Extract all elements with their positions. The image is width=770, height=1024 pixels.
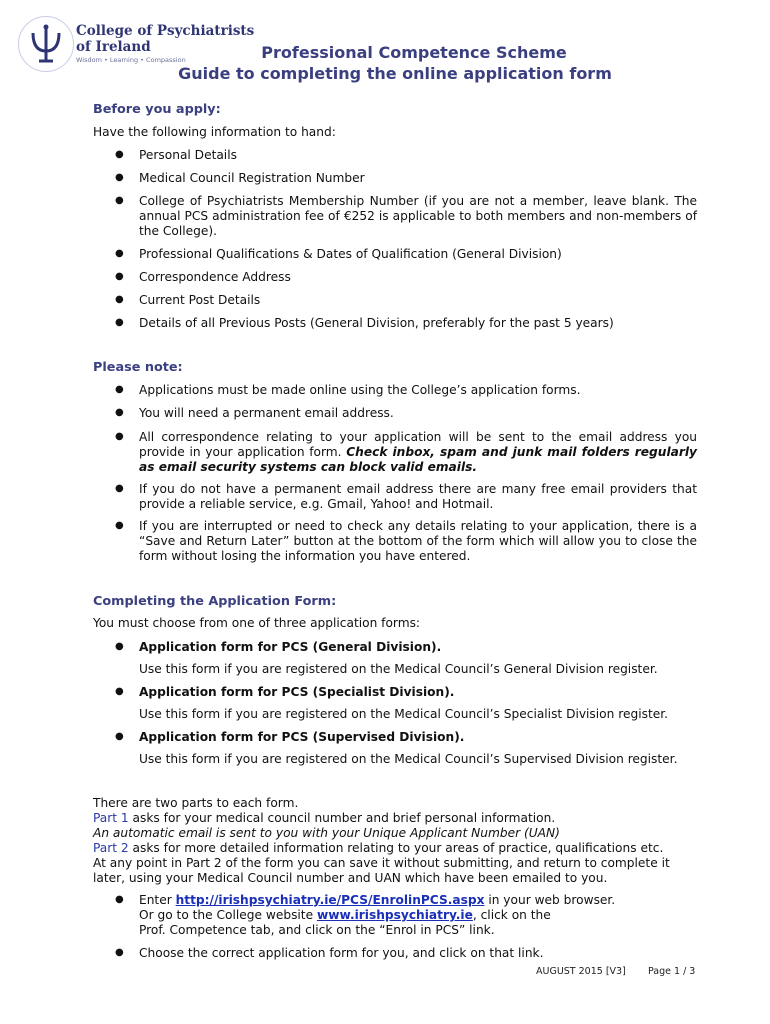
- completing-heading: Completing the Application Form:: [93, 594, 337, 609]
- bullet-icon: ●: [115, 195, 124, 206]
- bullet-icon: ●: [115, 483, 124, 494]
- or-prefix: Or go to the College website: [139, 908, 317, 922]
- org-name-line1: College of Psychiatrists: [76, 23, 255, 39]
- enter-prefix: Enter: [139, 893, 176, 907]
- form-title-supervised: Application form for PCS (Supervised Division).: [139, 730, 465, 744]
- enter-suffix: in your web browser.: [484, 893, 616, 907]
- part1-label: Part 1: [93, 811, 129, 825]
- form-desc-specialist: Use this form if you are registered on the Medical Council’s Specialist Division register.: [139, 707, 668, 721]
- choose-step: Choose the correct application form for you, and click on that link.: [139, 946, 544, 960]
- part2-text: asks for more detailed information relating to your areas of practice, qualifications etc.: [128, 841, 664, 855]
- save-note-line1: At any point in Part 2 of the form you can save it without submitting, and return to complete it: [93, 856, 670, 870]
- part2-line: [93, 841, 663, 856]
- college-website-link[interactable]: www.irishpsychiatry.ie: [316, 908, 473, 922]
- list-item: [139, 430, 697, 475]
- before-apply-intro: Have the following information to hand:: [93, 125, 336, 139]
- list-item: Professional Qualifications & Dates of Qualification (General Division): [139, 247, 562, 261]
- website-step: [139, 908, 697, 923]
- list-item: Medical Council Registration Number: [139, 171, 365, 185]
- list-item: College of Psychiatrists Membership Number (if you are not a member, leave blank. The annual PCS administration fee of €252 is applicable to both members and non-members of the College).: [139, 194, 697, 238]
- please-note-heading: Please note:: [93, 360, 183, 375]
- form-desc-general: Use this form if you are registered on the Medical Council’s General Division register.: [139, 662, 658, 676]
- enter-url-step: [139, 893, 697, 908]
- part1-line: [93, 811, 555, 826]
- correspondence-text: All correspondence relating to your application will be sent to the email address you provide in your application form.: [139, 430, 697, 459]
- part1-text: asks for your medical council number and brief personal information.: [128, 811, 556, 825]
- parts-intro: There are two parts to each form.: [93, 796, 299, 810]
- bullet-icon: ●: [115, 172, 124, 183]
- bullet-icon: ●: [115, 731, 124, 742]
- spam-warning-text: Check inbox, spam and junk mail folders regularly as email security systems can block valid emails.: [139, 445, 697, 474]
- org-tagline: Wisdom • Learning • Compassion: [76, 56, 186, 64]
- org-name-line2: of Ireland: [76, 39, 151, 55]
- form-desc-supervised: Use this form if you are registered on the Medical Council’s Supervised Division register.: [139, 752, 678, 766]
- list-item: Current Post Details: [139, 293, 261, 307]
- bullet-icon: ●: [115, 149, 124, 160]
- form-title-specialist: Application form for PCS (Specialist Division).: [139, 685, 455, 699]
- list-item: If you are interrupted or need to check any details relating to your application, there is a “Save and Return Later” button at the bottom of the form which will allow you to close the form without losing the information you have entered.: [139, 519, 697, 563]
- bullet-icon: ●: [115, 431, 124, 442]
- completing-intro: You must choose from one of three application forms:: [93, 616, 421, 630]
- footer-date: AUGUST 2015 [V3]: [536, 966, 626, 977]
- list-item: Personal Details: [139, 148, 237, 162]
- bullet-icon: ●: [115, 248, 124, 259]
- document-subtitle: Guide to completing the online application form: [178, 64, 612, 83]
- before-apply-heading: Before you apply:: [93, 102, 221, 117]
- footer-page-number: Page 1 / 3: [648, 966, 696, 977]
- form-title-general: Application form for PCS (General Division).: [139, 640, 442, 654]
- auto-email-note: An automatic email is sent to you with your Unique Applicant Number (UAN): [93, 826, 560, 840]
- bullet-icon: ●: [115, 520, 124, 531]
- save-note-line2: later, using your Medical Council number and UAN which have been emailed to you.: [93, 871, 608, 885]
- bullet-icon: ●: [115, 641, 124, 652]
- list-item: If you do not have a permanent email address there are many free email providers that provide a reliable service, e.g. Gmail, Yahoo! and Hotmail.: [139, 482, 697, 511]
- bullet-icon: ●: [115, 947, 124, 958]
- enrol-url-link[interactable]: http://irishpsychiatry.ie/PCS/EnrolinPCS.aspx: [175, 893, 485, 907]
- bullet-icon: ●: [115, 407, 124, 418]
- tab-step: Prof. Competence tab, and click on the “Enrol in PCS” link.: [139, 923, 495, 937]
- bullet-icon: ●: [115, 384, 124, 395]
- bullet-icon: ●: [115, 294, 124, 305]
- or-suffix: , click on the: [472, 908, 551, 922]
- bullet-icon: ●: [115, 271, 124, 282]
- document-title: Professional Competence Scheme: [261, 43, 567, 62]
- bullet-icon: ●: [115, 894, 124, 905]
- list-item: Details of all Previous Posts (General Division, preferably for the past 5 years): [139, 316, 614, 330]
- bullet-icon: ●: [115, 317, 124, 328]
- list-item: Correspondence Address: [139, 270, 291, 284]
- list-item: You will need a permanent email address.: [139, 406, 394, 420]
- part2-label: Part 2: [93, 841, 129, 855]
- list-item: Applications must be made online using the College’s application forms.: [139, 383, 581, 397]
- bullet-icon: ●: [115, 686, 124, 697]
